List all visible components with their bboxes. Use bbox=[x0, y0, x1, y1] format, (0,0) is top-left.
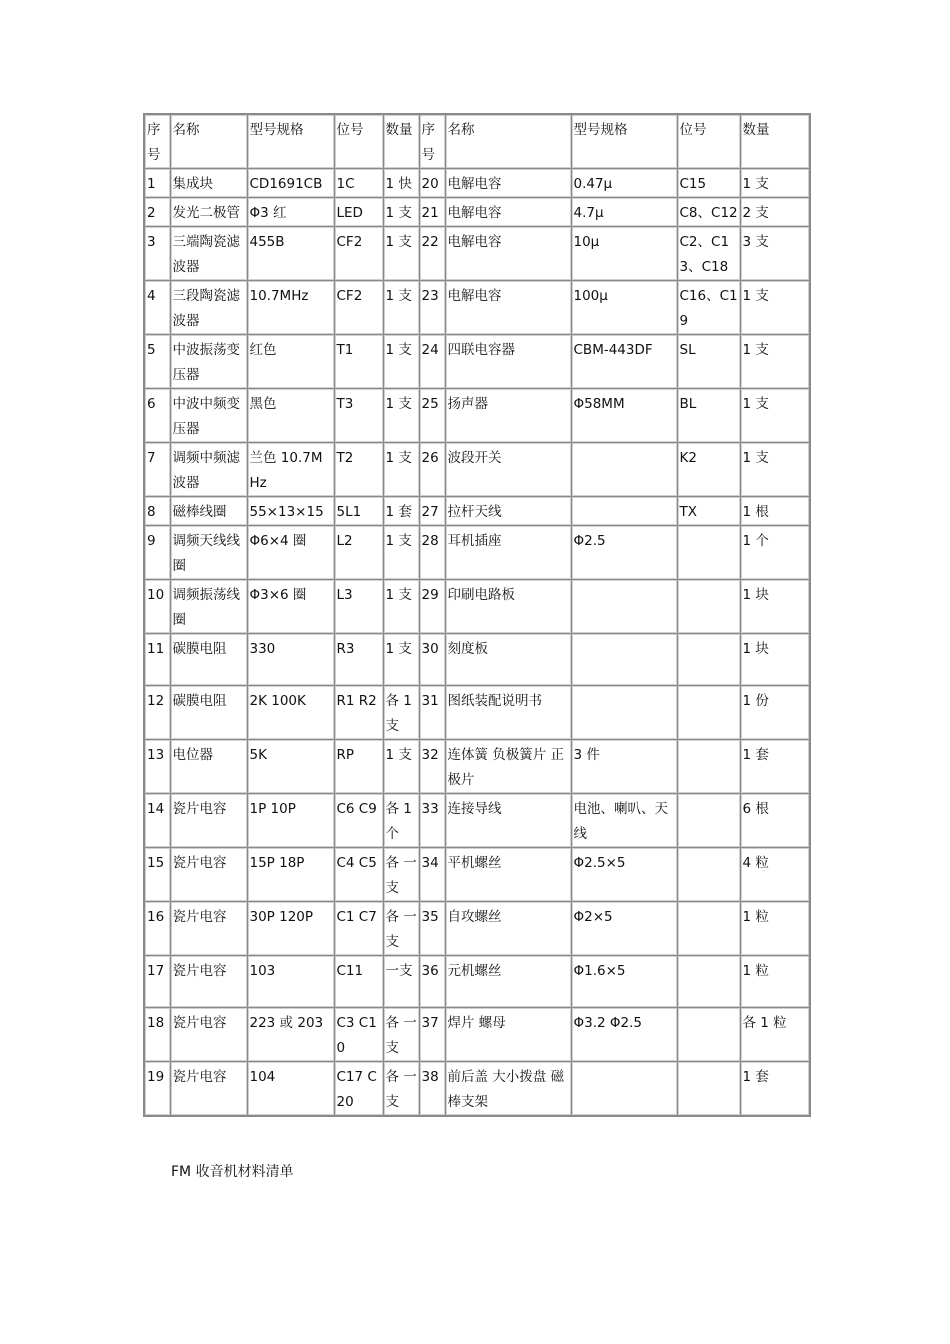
table-cell: 23 bbox=[419, 281, 445, 335]
table-cell: 1 支 bbox=[383, 389, 419, 443]
table-cell: 30 bbox=[419, 634, 445, 686]
table-cell: 1 根 bbox=[740, 497, 810, 526]
table-cell: 2 bbox=[144, 198, 170, 227]
table-cell: 1 快 bbox=[383, 169, 419, 198]
header-cell: 型号规格 bbox=[247, 114, 334, 169]
table-cell: TX bbox=[677, 497, 740, 526]
table-row bbox=[144, 497, 810, 526]
table-cell: 连接导线 bbox=[445, 794, 571, 848]
table-cell: 26 bbox=[419, 443, 445, 497]
table-cell: 37 bbox=[419, 1008, 445, 1062]
table-row bbox=[144, 281, 810, 335]
table-cell: 100μ bbox=[571, 281, 677, 335]
table-row bbox=[144, 580, 810, 634]
table-cell: 34 bbox=[419, 848, 445, 902]
table-cell: 103 bbox=[247, 956, 334, 1008]
table-row bbox=[144, 794, 810, 848]
table-cell: 调频中频滤波器 bbox=[170, 443, 247, 497]
table-cell: LED bbox=[334, 198, 383, 227]
document-caption: FM 收音机材料清单 bbox=[171, 1164, 294, 1180]
table-cell: 31 bbox=[419, 686, 445, 740]
header-cell: 序号 bbox=[419, 114, 445, 169]
table-cell: K2 bbox=[677, 443, 740, 497]
table-cell: 瓷片电容 bbox=[170, 1062, 247, 1117]
table-cell: CF2 bbox=[334, 281, 383, 335]
table-cell: 1 支 bbox=[740, 389, 810, 443]
table-cell bbox=[571, 497, 677, 526]
table-cell: 1 套 bbox=[383, 497, 419, 526]
table-cell bbox=[677, 848, 740, 902]
table-cell: 38 bbox=[419, 1062, 445, 1117]
table-cell: 5K bbox=[247, 740, 334, 794]
table-cell: C11 bbox=[334, 956, 383, 1008]
table-cell: 1 支 bbox=[383, 198, 419, 227]
table-row bbox=[144, 227, 810, 281]
parts-list-table bbox=[143, 113, 811, 1117]
table-cell: 发光二极管 bbox=[170, 198, 247, 227]
header-cell: 位号 bbox=[334, 114, 383, 169]
table-cell: 6 根 bbox=[740, 794, 810, 848]
table-cell: 中波振荡变压器 bbox=[170, 335, 247, 389]
table-cell: L2 bbox=[334, 526, 383, 580]
table-cell bbox=[571, 686, 677, 740]
table-cell: 图纸装配说明书 bbox=[445, 686, 571, 740]
table-cell: C8、C12 bbox=[677, 198, 740, 227]
table-row bbox=[144, 389, 810, 443]
table-cell: C16、C19 bbox=[677, 281, 740, 335]
table-cell: 14 bbox=[144, 794, 170, 848]
table-cell: 10.7MHz bbox=[247, 281, 334, 335]
table-cell: 碳膜电阻 bbox=[170, 634, 247, 686]
table-cell: BL bbox=[677, 389, 740, 443]
header-cell: 数量 bbox=[740, 114, 810, 169]
table-cell: 455B bbox=[247, 227, 334, 281]
table-cell: 电解电容 bbox=[445, 198, 571, 227]
table-cell: 7 bbox=[144, 443, 170, 497]
table-cell: 1 粒 bbox=[740, 902, 810, 956]
table-cell: 1 支 bbox=[383, 281, 419, 335]
table-cell: CD1691CB bbox=[247, 169, 334, 198]
table-cell: CBM-443DF bbox=[571, 335, 677, 389]
table-cell: Φ1.6×5 bbox=[571, 956, 677, 1008]
header-cell: 名称 bbox=[170, 114, 247, 169]
header-cell: 位号 bbox=[677, 114, 740, 169]
table-cell bbox=[571, 580, 677, 634]
table-cell: 元机螺丝 bbox=[445, 956, 571, 1008]
table-cell: 27 bbox=[419, 497, 445, 526]
table-cell: 1 bbox=[144, 169, 170, 198]
table-cell bbox=[677, 1008, 740, 1062]
table-cell: 平机螺丝 bbox=[445, 848, 571, 902]
table-cell: 瓷片电容 bbox=[170, 956, 247, 1008]
table-cell bbox=[677, 794, 740, 848]
table-cell bbox=[677, 686, 740, 740]
table-row bbox=[144, 169, 810, 198]
table-cell: C6 C9 bbox=[334, 794, 383, 848]
table-cell bbox=[677, 740, 740, 794]
table-cell: 18 bbox=[144, 1008, 170, 1062]
table-header-row bbox=[144, 114, 810, 169]
table-cell: 黑色 bbox=[247, 389, 334, 443]
table-cell: 瓷片电容 bbox=[170, 848, 247, 902]
table-cell: RP bbox=[334, 740, 383, 794]
table-cell: 1 支 bbox=[383, 526, 419, 580]
table-cell: 12 bbox=[144, 686, 170, 740]
header-cell: 数量 bbox=[383, 114, 419, 169]
table-cell: 2K 100K bbox=[247, 686, 334, 740]
table-cell bbox=[677, 580, 740, 634]
table-cell: 19 bbox=[144, 1062, 170, 1117]
table-cell: 13 bbox=[144, 740, 170, 794]
table-cell bbox=[571, 443, 677, 497]
table-cell: 32 bbox=[419, 740, 445, 794]
table-cell: 1 块 bbox=[740, 634, 810, 686]
table-cell: Φ2.5 bbox=[571, 526, 677, 580]
table-cell bbox=[677, 1062, 740, 1117]
table-cell: 自攻螺丝 bbox=[445, 902, 571, 956]
table-cell: 前后盖 大小拨盘 磁棒支架 bbox=[445, 1062, 571, 1117]
table-cell: Φ3×6 圈 bbox=[247, 580, 334, 634]
table-cell: 10 bbox=[144, 580, 170, 634]
table-cell bbox=[571, 1062, 677, 1117]
table-cell bbox=[677, 634, 740, 686]
table-cell: 瓷片电容 bbox=[170, 902, 247, 956]
table-cell: 1 支 bbox=[383, 443, 419, 497]
table-cell: 集成块 bbox=[170, 169, 247, 198]
table-cell: Φ2×5 bbox=[571, 902, 677, 956]
table-cell: 15P 18P bbox=[247, 848, 334, 902]
table-cell: 35 bbox=[419, 902, 445, 956]
table-cell bbox=[677, 956, 740, 1008]
table-cell: 电解电容 bbox=[445, 169, 571, 198]
table-row bbox=[144, 526, 810, 580]
table-cell: Φ6×4 圈 bbox=[247, 526, 334, 580]
table-cell: 各 一支 bbox=[383, 902, 419, 956]
table-cell: 16 bbox=[144, 902, 170, 956]
table-cell: 一支 bbox=[383, 956, 419, 1008]
table-cell: 36 bbox=[419, 956, 445, 1008]
table-cell: 2 支 bbox=[740, 198, 810, 227]
table-cell: 55×13×15 bbox=[247, 497, 334, 526]
table-cell: 5 bbox=[144, 335, 170, 389]
header-cell: 序号 bbox=[144, 114, 170, 169]
table-cell: 15 bbox=[144, 848, 170, 902]
table-cell: 耳机插座 bbox=[445, 526, 571, 580]
table-cell: 红色 bbox=[247, 335, 334, 389]
table-cell: 焊片 螺母 bbox=[445, 1008, 571, 1062]
table-cell: C4 C5 bbox=[334, 848, 383, 902]
table-cell: 各 1支 bbox=[383, 686, 419, 740]
table-cell: 刻度板 bbox=[445, 634, 571, 686]
table-cell: 1 套 bbox=[740, 1062, 810, 1117]
table-cell: 1 支 bbox=[740, 169, 810, 198]
table-cell: 10μ bbox=[571, 227, 677, 281]
table-cell: T1 bbox=[334, 335, 383, 389]
table-cell: C17 C20 bbox=[334, 1062, 383, 1117]
table-row bbox=[144, 902, 810, 956]
table-cell: C2、C13、C18 bbox=[677, 227, 740, 281]
table-cell: 三段陶瓷滤波器 bbox=[170, 281, 247, 335]
table-cell: 中波中频变压器 bbox=[170, 389, 247, 443]
table-cell: 各 一支 bbox=[383, 1062, 419, 1117]
table-cell bbox=[571, 634, 677, 686]
table-cell: 1 支 bbox=[383, 634, 419, 686]
table-row bbox=[144, 956, 810, 1008]
table-cell: 电池、喇叭、天线 bbox=[571, 794, 677, 848]
table-cell: 24 bbox=[419, 335, 445, 389]
table-cell: 瓷片电容 bbox=[170, 1008, 247, 1062]
table-row bbox=[144, 848, 810, 902]
table-row bbox=[144, 443, 810, 497]
table-cell: 4.7μ bbox=[571, 198, 677, 227]
table-cell: 25 bbox=[419, 389, 445, 443]
table-cell: 330 bbox=[247, 634, 334, 686]
table-cell: 各 1 粒 bbox=[740, 1008, 810, 1062]
table-cell: 104 bbox=[247, 1062, 334, 1117]
table-cell: 8 bbox=[144, 497, 170, 526]
table-cell: 4 bbox=[144, 281, 170, 335]
table-cell: 调频天线线圈 bbox=[170, 526, 247, 580]
table-cell: 兰色 10.7MHz bbox=[247, 443, 334, 497]
table-cell: 33 bbox=[419, 794, 445, 848]
table-cell: 印刷电路板 bbox=[445, 580, 571, 634]
table-cell: 30P 120P bbox=[247, 902, 334, 956]
table-cell: CF2 bbox=[334, 227, 383, 281]
table-cell: 电位器 bbox=[170, 740, 247, 794]
table-cell: Φ3.2 Φ2.5 bbox=[571, 1008, 677, 1062]
table-cell: 20 bbox=[419, 169, 445, 198]
table-cell: 28 bbox=[419, 526, 445, 580]
table-cell bbox=[677, 526, 740, 580]
table-cell: 拉杆天线 bbox=[445, 497, 571, 526]
table-cell: 4 粒 bbox=[740, 848, 810, 902]
table-cell: 1P 10P bbox=[247, 794, 334, 848]
table-cell: 6 bbox=[144, 389, 170, 443]
table-cell: 1 支 bbox=[383, 227, 419, 281]
table-cell: 223 或 203 bbox=[247, 1008, 334, 1062]
table-cell: Φ2.5×5 bbox=[571, 848, 677, 902]
table-cell: 各 一支 bbox=[383, 1008, 419, 1062]
table-cell: 扬声器 bbox=[445, 389, 571, 443]
table-cell: 3 件 bbox=[571, 740, 677, 794]
table-cell: 1 支 bbox=[740, 281, 810, 335]
table-row bbox=[144, 1062, 810, 1117]
table-cell: 1 块 bbox=[740, 580, 810, 634]
table-row bbox=[144, 335, 810, 389]
table-cell: 电解电容 bbox=[445, 281, 571, 335]
table-cell: C1 C7 bbox=[334, 902, 383, 956]
table-cell: 瓷片电容 bbox=[170, 794, 247, 848]
table-cell: 四联电容器 bbox=[445, 335, 571, 389]
table-cell: 21 bbox=[419, 198, 445, 227]
table-cell: 11 bbox=[144, 634, 170, 686]
table-row bbox=[144, 740, 810, 794]
table-cell: 5L1 bbox=[334, 497, 383, 526]
table-cell: 9 bbox=[144, 526, 170, 580]
table-cell: 1 个 bbox=[740, 526, 810, 580]
table-cell: 1 粒 bbox=[740, 956, 810, 1008]
table-cell: 碳膜电阻 bbox=[170, 686, 247, 740]
table-cell: C3 C10 bbox=[334, 1008, 383, 1062]
table-cell: 三端陶瓷滤波器 bbox=[170, 227, 247, 281]
table-cell: 1 支 bbox=[740, 335, 810, 389]
table-cell: 1 份 bbox=[740, 686, 810, 740]
table-cell: 1 支 bbox=[383, 580, 419, 634]
table-cell: 磁棒线圈 bbox=[170, 497, 247, 526]
table-row bbox=[144, 634, 810, 686]
table-cell: 电解电容 bbox=[445, 227, 571, 281]
table-cell: R3 bbox=[334, 634, 383, 686]
table-row bbox=[144, 198, 810, 227]
table-cell: 连体簧 负极簧片 正极片 bbox=[445, 740, 571, 794]
table-row bbox=[144, 1008, 810, 1062]
table-cell: 29 bbox=[419, 580, 445, 634]
parts-table-body bbox=[144, 114, 810, 1116]
table-cell: 1 套 bbox=[740, 740, 810, 794]
header-cell: 名称 bbox=[445, 114, 571, 169]
parts-list-sheet bbox=[143, 113, 809, 1117]
table-cell: 22 bbox=[419, 227, 445, 281]
table-cell: 3 支 bbox=[740, 227, 810, 281]
table-cell: 各 1个 bbox=[383, 794, 419, 848]
table-cell: SL bbox=[677, 335, 740, 389]
table-cell: T3 bbox=[334, 389, 383, 443]
header-cell: 型号规格 bbox=[571, 114, 677, 169]
table-cell: 1 支 bbox=[383, 335, 419, 389]
table-cell: T2 bbox=[334, 443, 383, 497]
table-cell bbox=[677, 902, 740, 956]
table-cell: C15 bbox=[677, 169, 740, 198]
table-cell: 波段开关 bbox=[445, 443, 571, 497]
table-cell: 1C bbox=[334, 169, 383, 198]
table-cell: L3 bbox=[334, 580, 383, 634]
table-cell: 调频振荡线圈 bbox=[170, 580, 247, 634]
table-cell: Φ58MM bbox=[571, 389, 677, 443]
table-cell: 0.47μ bbox=[571, 169, 677, 198]
table-cell: 1 支 bbox=[740, 443, 810, 497]
table-cell: 3 bbox=[144, 227, 170, 281]
table-cell: R1 R2 bbox=[334, 686, 383, 740]
table-cell: 17 bbox=[144, 956, 170, 1008]
table-cell: Φ3 红 bbox=[247, 198, 334, 227]
table-row bbox=[144, 686, 810, 740]
table-cell: 1 支 bbox=[383, 740, 419, 794]
table-cell: 各 一支 bbox=[383, 848, 419, 902]
